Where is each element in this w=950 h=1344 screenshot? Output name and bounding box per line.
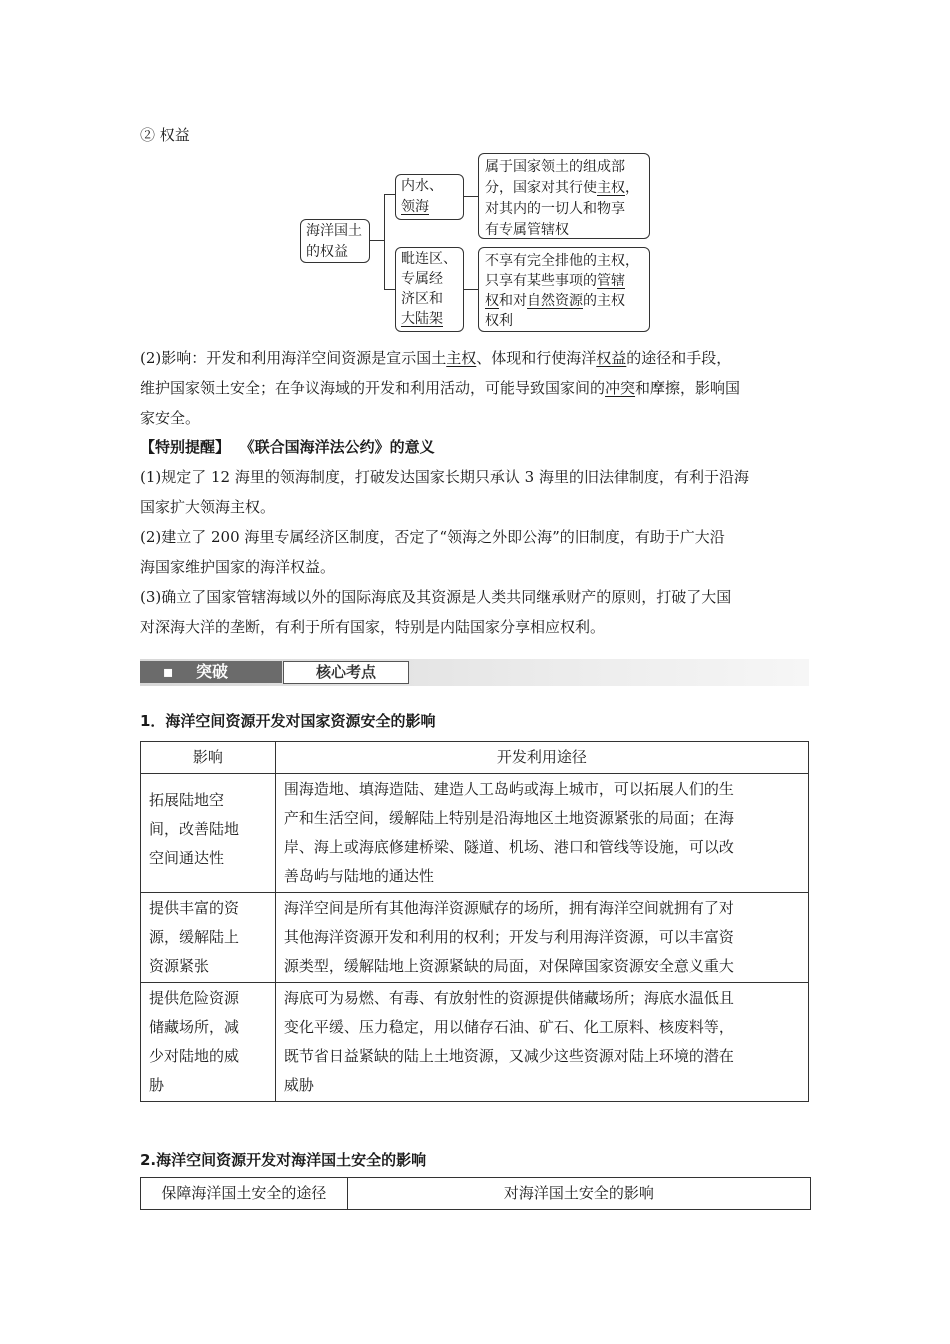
paragraph-line: 家安全。: [140, 409, 201, 427]
reminder-line: (2)建立了 200 海里专属经济区制度，否定了“领海之外即公海”的旧制度，有助于广大沿: [140, 528, 725, 546]
table-header-row: [141, 1178, 811, 1210]
diagram-desc-contiguous-zone: [478, 247, 650, 332]
ways-cell: 海底可为易燃、有毒、有放射性的资源提供储藏场所；海底水温低且 变化平缓、压力稳定，用以储存石油、矿石、化工原料、核废料等， 既节省日益紧缺的陆上土地资源，又减少这些资源对陆上环境的潜在 威胁: [275, 983, 808, 1102]
desc-line: 分，国家对其行使主权，: [485, 180, 639, 196]
table-header: 对海洋国土安全的影响: [347, 1178, 810, 1210]
banner-tag-dark: [140, 661, 282, 683]
diagram-root-label: 海洋国土的权益: [306, 223, 362, 260]
diagram-desc-inland-waters: [478, 153, 650, 239]
table-header: 影响: [141, 742, 276, 774]
reminder-line: (1)规定了 12 海里的领海制度，打破发达国家长期只承认 3 海里的旧法律制度，有利于沿海: [140, 468, 749, 486]
diagram-root: [300, 219, 370, 263]
bullet-icon: ▪: [162, 662, 174, 681]
desc-line: 只享有某些事项的管辖: [485, 273, 625, 289]
table-row: [141, 893, 809, 983]
branch-label: 毗连区、: [401, 251, 457, 267]
branch-label: 济区和: [401, 291, 443, 307]
effect-cell: 拓展陆地空 间，改善陆地 空间通达性: [141, 774, 276, 893]
branch-label: 专属经: [401, 271, 443, 287]
reminder-line: (3)确立了国家管辖海域以外的国际海底及其资源是人类共同继承财产的原则，打破了大国: [140, 588, 732, 606]
reminder-line: 海国家维护国家的海洋权益。: [140, 558, 336, 576]
diagram-branch-inland-waters: [395, 174, 464, 220]
desc-line: 权和对自然资源的主权: [485, 293, 625, 309]
influence-paragraph: [140, 343, 820, 433]
connector: [384, 194, 385, 289]
subsection-heading: ② 权益: [140, 126, 190, 144]
ways-cell: 围海造地、填海造陆、建造人工岛屿或海上城市，可以拓展人们的生 产和生活空间，缓解陆上特别是沿海地区土地资源紧张的局面；在海 岸、海上或海底修建桥梁、隧道、机场、港口和管线等设施，可以改 善岛屿与陆地的通达性: [275, 774, 808, 893]
effect-cell: 提供丰富的资 源，缓解陆上 资源紧张: [141, 893, 276, 983]
table-header: 开发利用途径: [275, 742, 808, 774]
connector: [464, 196, 478, 197]
branch-label: 领海: [401, 199, 429, 215]
section2-title: 2.海洋空间资源开发对海洋国土安全的影响: [140, 1151, 427, 1169]
paragraph-line: (2)影响：开发和利用海洋空间资源是宣示国土主权、体现和行使海洋权益的途径和手段，: [140, 349, 732, 367]
special-reminder: [140, 432, 820, 642]
banner-right-label: 核心考点: [315, 663, 376, 681]
reminder-title: 【特别提醒】 《联合国海洋法公约》的意义: [140, 438, 435, 456]
paragraph-line: 维护国家领土安全；在争议海域的开发和利用活动，可能导致国家间的冲突和摩擦，影响国: [140, 379, 741, 397]
table-header: 保障海洋国土安全的途径: [141, 1178, 348, 1210]
resource-security-table: [140, 741, 809, 1102]
section1-title: 1．海洋空间资源开发对国家资源安全的影响: [140, 712, 436, 730]
branch-label: 内水、: [401, 178, 443, 194]
desc-line: 属于国家领土的组成部: [485, 159, 625, 175]
connector: [464, 289, 478, 290]
diagram-branch-contiguous-zone: [395, 247, 464, 332]
desc-line: 不享有完全排他的主权，: [485, 253, 639, 269]
banner-tag-light: [283, 661, 409, 684]
effect-cell: 提供危险资源 储藏场所，减 少对陆地的威 胁: [141, 983, 276, 1102]
ways-cell: 海洋空间是所有其他海洋资源赋存的场所，拥有海洋空间就拥有了对 其他海洋资源开发和利用的权利；开发与利用海洋资源，可以丰富资 源类型，缓解陆地上资源紧缺的局面，对保障国家资源安全意义重大: [275, 893, 808, 983]
branch-label: 大陆架: [401, 311, 443, 327]
desc-line: 有专属管辖权: [485, 222, 569, 238]
table-header-row: [141, 742, 809, 774]
connector: [370, 240, 384, 241]
reminder-line: 国家扩大领海主权。: [140, 498, 276, 516]
territory-security-table: [140, 1177, 811, 1210]
table-row: [141, 774, 809, 893]
desc-line: 对其内的一切人和物享: [485, 201, 625, 217]
banner-left-label: 突破: [196, 662, 229, 681]
connector: [384, 194, 395, 195]
table-row: [141, 983, 809, 1102]
reminder-line: 对深海大洋的垄断，有利于所有国家，特别是内陆国家分享相应权利。: [140, 618, 606, 636]
connector: [384, 289, 395, 290]
desc-line: 权利: [485, 313, 513, 329]
